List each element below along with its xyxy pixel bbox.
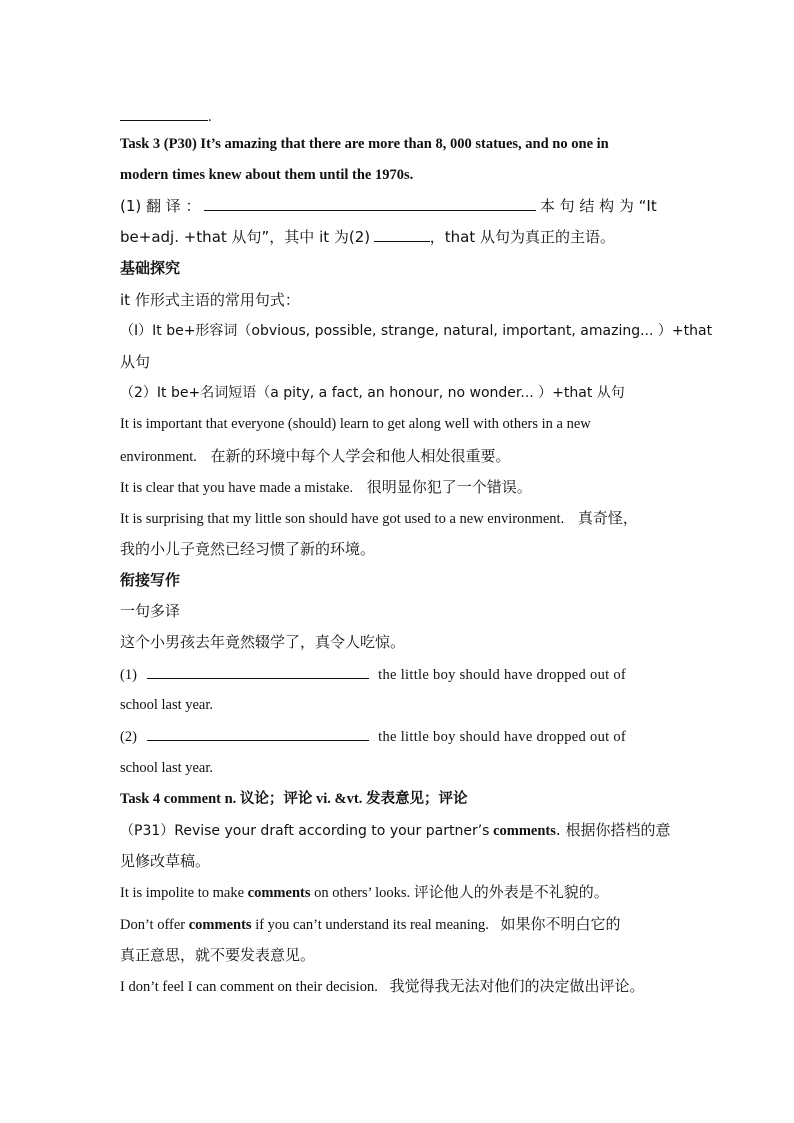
q1-tail: 本 句 结 构 为 “It bbox=[539, 197, 657, 215]
item-2-tail: the little boy should have dropped out of bbox=[378, 729, 627, 745]
writing-item-2 bbox=[120, 726, 676, 747]
item-1-blank bbox=[147, 664, 369, 679]
task3-heading: Task 3 (P30) It’s amazing that there are more than 8, 000 statues, and no one in bbox=[120, 136, 609, 152]
it-role-blank bbox=[374, 227, 430, 242]
ex3-part2: if you can’t understand its real meaning. bbox=[255, 917, 489, 933]
ex4-en: I don’t feel I can comment on their decision. bbox=[120, 979, 378, 995]
example-3-zh-cont: 我的小儿子竟然已经习惯了新的环境。 bbox=[120, 540, 376, 558]
writing-item-1 bbox=[120, 664, 676, 685]
task4-example-2 bbox=[120, 882, 676, 903]
task4-example-3 bbox=[120, 914, 676, 935]
writing-sentence: 这个小男孩去年竟然辍学了，真令人吃惊。 bbox=[120, 633, 406, 651]
top-period: . bbox=[208, 109, 212, 125]
answer-blank bbox=[120, 106, 208, 121]
pattern-1-cont: 从句 bbox=[120, 353, 151, 371]
example-2 bbox=[120, 477, 676, 498]
basics-intro: it 作形式主语的常用句式： bbox=[120, 291, 300, 309]
example-3-en: It is surprising that my little son should have got used to a new environment. bbox=[120, 511, 565, 527]
item-2-blank bbox=[147, 726, 369, 741]
q1-line2-part2: ，that 从句为真正的主语。 bbox=[429, 228, 615, 246]
ex1-cont: 见修改草稿。 bbox=[120, 852, 211, 870]
writing-subheading: 一句多译 bbox=[120, 602, 181, 620]
task3-question-1 bbox=[120, 196, 676, 217]
item-2-cont: school last year. bbox=[120, 760, 214, 776]
pattern-2: （2）It be+名词短语（a pity, a fact, an honour, no wonder... ）+that 从句 bbox=[120, 385, 625, 401]
pattern-1: （I）It be+形容词（obvious, possible, strange, natural, important, amazing... ）+that bbox=[120, 323, 713, 339]
top-blank-line bbox=[120, 106, 676, 127]
example-1-line2 bbox=[120, 446, 676, 467]
item-1-label: (1) bbox=[120, 667, 137, 683]
writing-heading: 衔接写作 bbox=[120, 571, 181, 589]
item-1-tail: the little boy should have dropped out of bbox=[378, 667, 627, 683]
example-3-zh: 真奇怪， bbox=[577, 509, 638, 527]
item-1-cont: school last year. bbox=[120, 697, 214, 713]
ex3-zh: 如果你不明白它的 bbox=[500, 915, 621, 933]
example-1-en: It is important that everyone (should) learn to get along well with others in a new bbox=[120, 416, 591, 432]
basics-heading: 基础探究 bbox=[120, 259, 181, 277]
example-3 bbox=[120, 508, 676, 529]
task4-example-4 bbox=[120, 976, 676, 997]
ex2-part1: It is impolite to make bbox=[120, 885, 245, 901]
ex2-zh: 评论他人的外表是不礼貌的。 bbox=[413, 883, 609, 901]
task4-example-1 bbox=[120, 820, 676, 841]
example-1-zh: 在新的环境中每个人学会和他人相处很重要。 bbox=[210, 447, 511, 465]
q1-line2-part1: be+adj. +that 从句”，其中 it 为(2) bbox=[120, 228, 371, 246]
ex1-part1: （P31）Revise your draft according to your partner’s bbox=[120, 823, 490, 839]
ex2-part2: on others’ looks. bbox=[314, 885, 411, 901]
ex3-cont: 真正意思，就不要发表意见。 bbox=[120, 946, 316, 964]
ex3-part1: Don’t offer bbox=[120, 917, 186, 933]
task3-question-2 bbox=[120, 227, 676, 248]
example-2-en: It is clear that you have made a mistake. bbox=[120, 480, 354, 496]
task3-heading-cont: modern times knew about them until the 1970s. bbox=[120, 167, 414, 183]
ex2-bold: comments bbox=[247, 885, 311, 901]
example-1-en2: environment. bbox=[120, 449, 197, 465]
ex4-zh: 我觉得我无法对他们的决定做出评论。 bbox=[389, 977, 645, 995]
translation-blank bbox=[204, 196, 536, 211]
ex3-bold: comments bbox=[188, 917, 252, 933]
ex1-bold: comments bbox=[493, 823, 556, 839]
ex1-part2: . 根据你搭档的意 bbox=[555, 821, 671, 839]
item-2-label: (2) bbox=[120, 729, 137, 745]
q1-label: (1) 翻 译 ： bbox=[120, 197, 201, 215]
task4-heading: Task 4 comment n. 议论；评论 vi. &vt. 发表意见；评论 bbox=[120, 791, 468, 807]
example-2-zh: 很明显你犯了一个错误。 bbox=[366, 478, 532, 496]
